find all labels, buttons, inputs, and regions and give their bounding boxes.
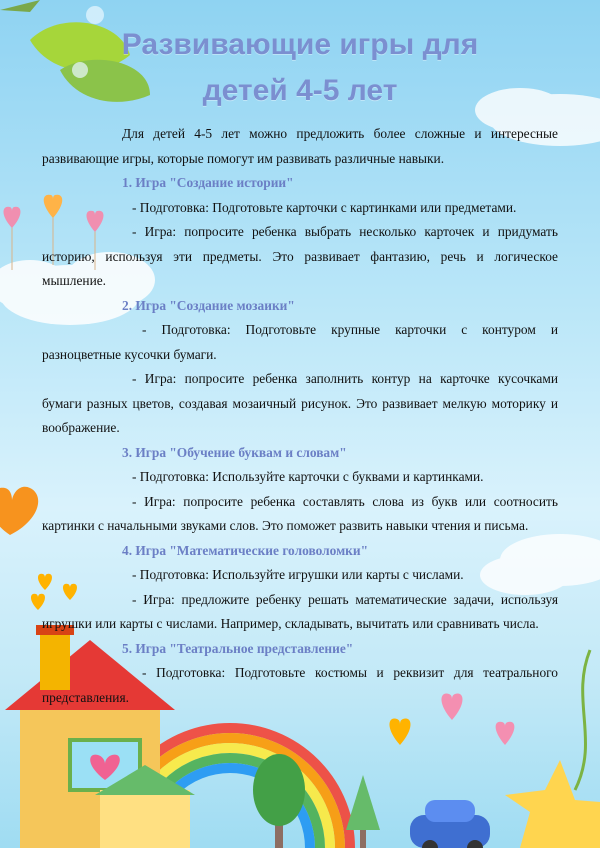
intro-paragraph: Для детей 4-5 лет можно предложить более сложные и интересные развивающие игры, которые помогут им развивать различные навыки. xyxy=(42,126,558,166)
game-description: - Игра: попросите ребенка выбрать несколько карточек и придумать историю, используя эти предметы. Это развивает фантазию, речь и логическое мышление. xyxy=(42,224,558,288)
game-description: - Игра: предложите ребенку решать математические задачи, используя игрушки или карты с числами. Например, складывать, вычитать или сравнивать числа. xyxy=(42,591,558,631)
vine-icon xyxy=(575,650,590,790)
game-description: - Игра: попросите ребенка составлять слова из букв или соотносить картинки с начальными звуками слов. Это поможет развить навыки чтения и письма. xyxy=(42,493,558,533)
game-heading: 4. Игра "Математические головоломки" xyxy=(122,542,369,558)
article-body xyxy=(42,122,558,710)
heart-icon xyxy=(0,487,38,535)
game-heading: 2. Игра "Создание мозаики" xyxy=(122,297,295,313)
star-icon xyxy=(505,760,600,848)
title-line-2: детей 4-5 лет xyxy=(202,74,398,107)
title-line-1: Развивающие игры для xyxy=(121,28,479,61)
game-preparation: - Подготовка: Используйте карточки с буквами и картинками. xyxy=(132,469,484,484)
game-heading: 1. Игра "Создание истории" xyxy=(122,175,294,190)
game-preparation: - Подготовка: Подготовьте крупные карточки с контуром и разноцветные кусочки бумаги. xyxy=(42,322,558,362)
game-preparation: - Подготовка: Подготовьте костюмы и реквизит для театрального представления. xyxy=(42,665,558,705)
game-preparation: - Подготовка: Подготовьте карточки с картинками или предметами. xyxy=(132,199,517,215)
game-heading: 3. Игра "Обучение буквам и словам" xyxy=(122,444,347,460)
game-heading: 5. Игра "Театральное представление" xyxy=(122,640,354,656)
page-title xyxy=(0,22,600,114)
game-preparation: - Подготовка: Используйте игрушки или карты с числами. xyxy=(132,567,464,582)
game-description: - Игра: попросите ребенка заполнить контур на карточке кусочками бумаги разных цветов, создавая мозаичный рисунок. Это развивает мелкую моторику и воображение. xyxy=(42,371,558,435)
car-icon xyxy=(410,800,490,848)
